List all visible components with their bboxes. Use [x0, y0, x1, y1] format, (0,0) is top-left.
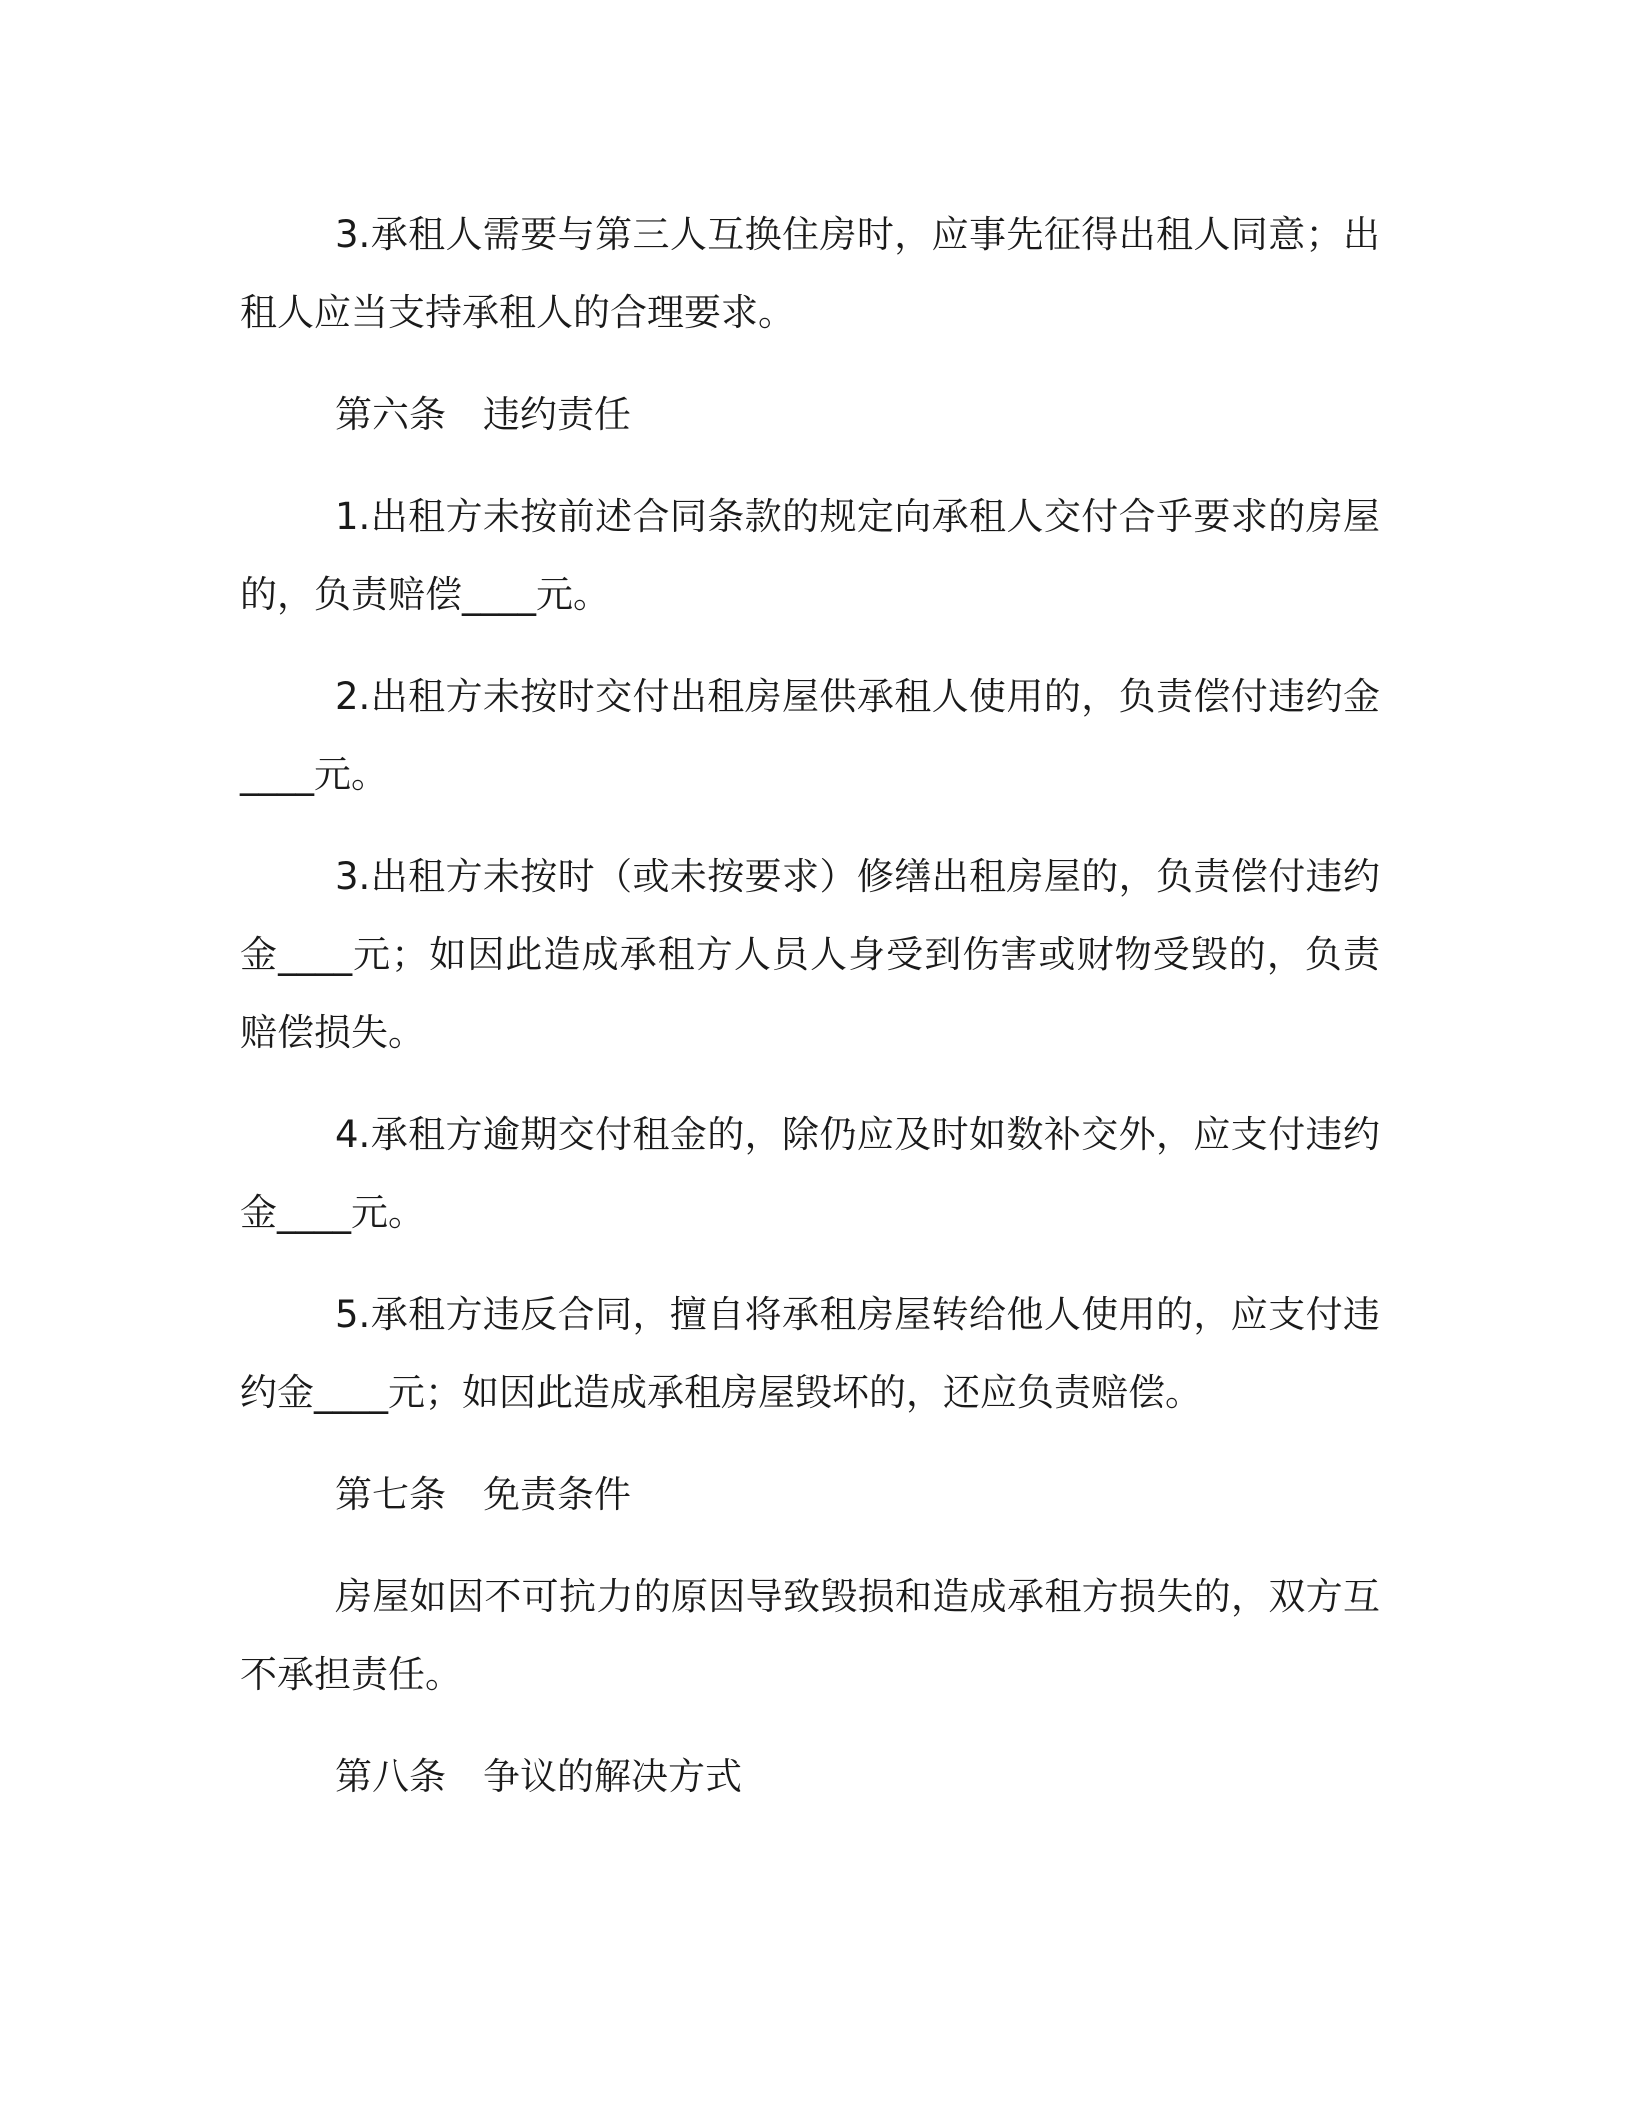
paragraph-article-6-item-4: 4.承租方逾期交付租金的，除仍应及时如数补交外，应支付违约金____元。 — [240, 1113, 1380, 1234]
heading-article-8: 第八条 争议的解决方式 — [335, 1755, 742, 1798]
paragraph-article-6-item-3: 3.出租方未按时（或未按要求）修缮出租房屋的，负责偿付违约金____元；如因此造成承租方人员人身受到伤害或财物受毁的，负责赔偿损失。 — [240, 855, 1380, 1054]
document-body — [240, 196, 1380, 1840]
paragraph-clause-5-item-3: 3.承租人需要与第三人互换住房时，应事先征得出租人同意；出租人应当支持承租人的合理要求。 — [240, 213, 1380, 334]
paragraph-article-6-item-5: 5.承租方违反合同，擅自将承租房屋转给他人使用的，应支付违约金____元；如因此造成承租房屋毁坏的，还应负责赔偿。 — [240, 1293, 1380, 1414]
heading-article-7: 第七条 免责条件 — [335, 1473, 631, 1516]
paragraph-article-6-item-1: 1.出租方未按前述合同条款的规定向承租人交付合乎要求的房屋的，负责赔偿____元。 — [240, 495, 1380, 616]
paragraph-article-7-body: 房屋如因不可抗力的原因导致毁损和造成承租方损失的，双方互不承担责任。 — [240, 1575, 1380, 1696]
paragraph-article-6-item-2: 2.出租方未按时交付出租房屋供承租人使用的，负责偿付违约金____元。 — [240, 675, 1380, 796]
heading-article-6: 第六条 违约责任 — [335, 393, 631, 436]
